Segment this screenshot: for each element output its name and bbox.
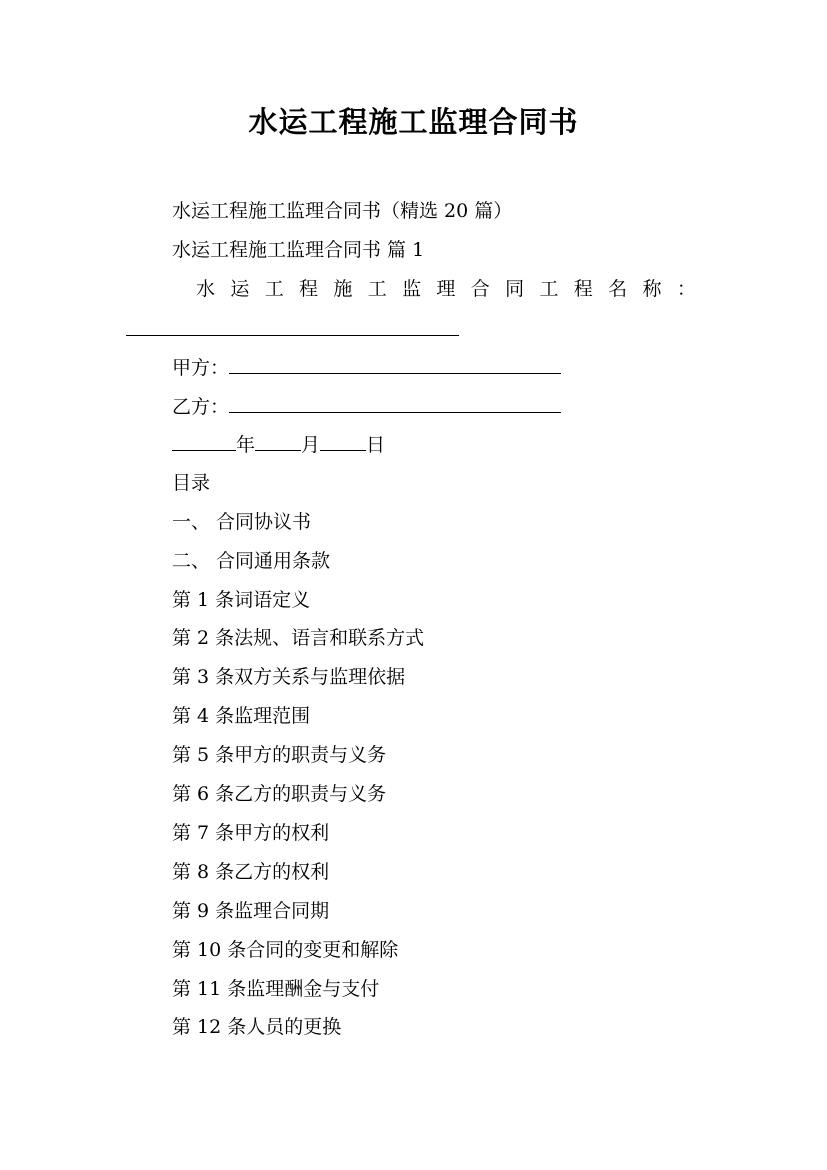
project-name-char: 名 [608, 278, 628, 300]
project-name-char: 水 [196, 278, 216, 300]
party-a-label: 甲方： [172, 357, 230, 379]
day-blank [320, 432, 366, 451]
project-name-char: 运 [230, 278, 250, 300]
toc-item: 第 6 条乙方的职责与义务 [172, 783, 387, 805]
project-name-char: 工 [367, 278, 387, 300]
toc-item: 第 1 条词语定义 [172, 589, 311, 611]
date-year-label: 年 [236, 434, 256, 456]
toc-item: 第 10 条合同的变更和解除 [172, 939, 399, 961]
project-name-char: 合 [470, 278, 490, 300]
party-b-label: 乙方： [172, 396, 230, 418]
party-b-line [172, 394, 561, 420]
document-title: 水运工程施工监理合同书 [248, 105, 579, 139]
project-name-char: 同 [505, 278, 525, 300]
project-name-char: ： [676, 278, 696, 300]
date-day-label: 日 [366, 434, 386, 456]
toc-item: 第 3 条双方关系与监理依据 [172, 666, 406, 688]
toc-item: 第 5 条甲方的职责与义务 [172, 744, 387, 766]
party-a-line [172, 355, 561, 381]
toc-item: 二、 合同通用条款 [172, 550, 331, 572]
month-blank [255, 432, 301, 451]
year-blank [172, 432, 236, 451]
project-name-char: 监 [402, 278, 422, 300]
document-subtitle: 水运工程施工监理合同书（精选 20 篇） [172, 200, 513, 222]
project-name-char: 称 [642, 278, 662, 300]
project-name-char: 工 [264, 278, 284, 300]
toc-item: 第 2 条法规、语言和联系方式 [172, 627, 425, 649]
project-name-char: 程 [573, 278, 593, 300]
toc-item: 第 8 条乙方的权利 [172, 861, 330, 883]
toc-item: 第 4 条监理范围 [172, 705, 311, 727]
project-name-char: 理 [436, 278, 456, 300]
toc-item: 第 12 条人员的更换 [172, 1016, 342, 1038]
toc-item: 第 11 条监理酬金与支付 [172, 978, 380, 1000]
toc-item: 第 7 条甲方的权利 [172, 822, 330, 844]
date-line [172, 432, 385, 458]
project-name-blank [126, 335, 459, 336]
project-name-label [196, 276, 696, 302]
party-b-blank [229, 394, 561, 413]
party-a-blank [229, 355, 561, 374]
toc-item: 一、 合同协议书 [172, 511, 312, 533]
toc-item: 第 9 条监理合同期 [172, 900, 330, 922]
project-name-char: 工 [539, 278, 559, 300]
date-month-label: 月 [301, 434, 321, 456]
section-heading: 水运工程施工监理合同书 篇 1 [172, 239, 425, 261]
project-name-char: 施 [333, 278, 353, 300]
toc-heading: 目录 [172, 472, 211, 494]
project-name-char: 程 [299, 278, 319, 300]
